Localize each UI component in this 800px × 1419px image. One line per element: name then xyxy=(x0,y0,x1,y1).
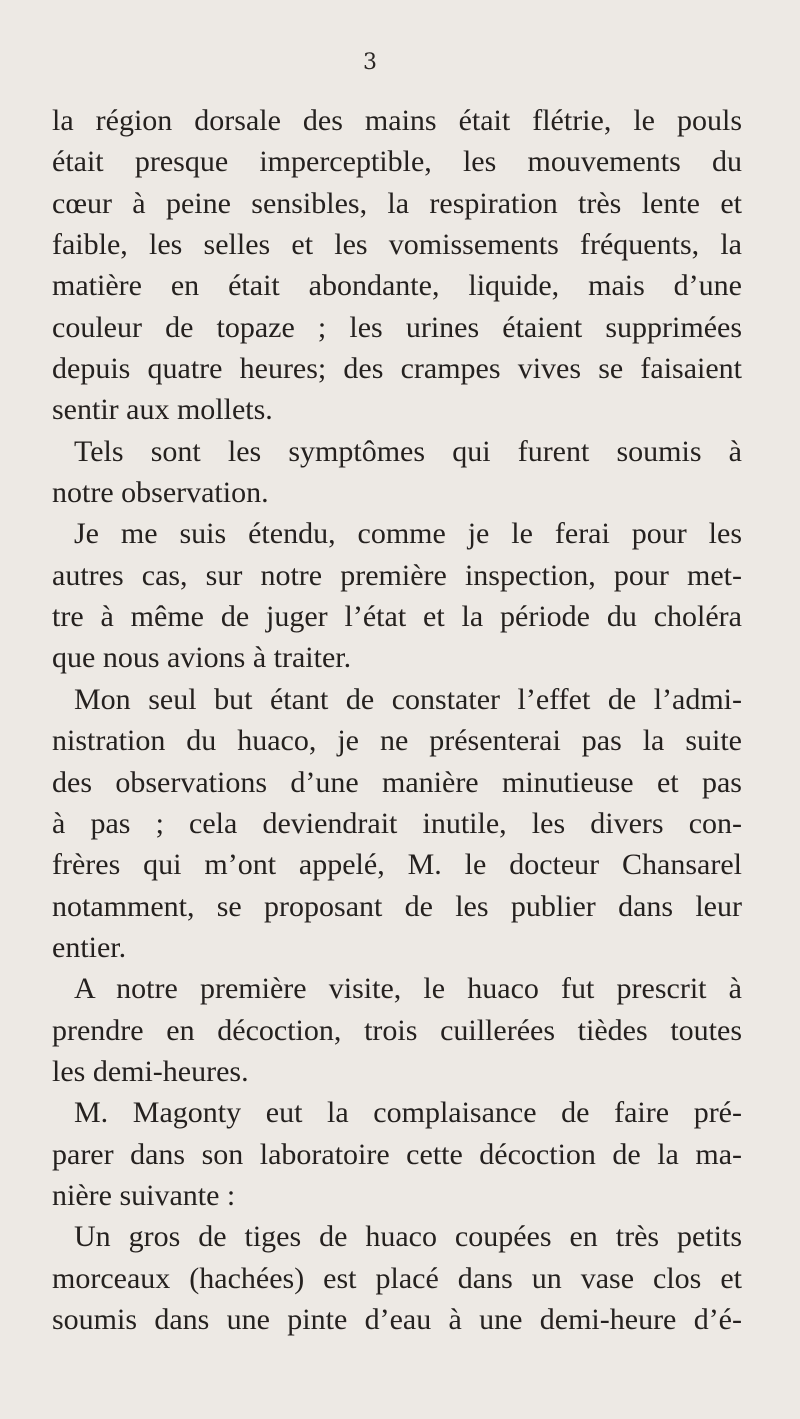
text-line: soumis dans une pinte d’eau à une demi-heure d’é- xyxy=(52,1302,742,1336)
text-line: était presque imperceptible, les mouvements du xyxy=(52,145,742,179)
text-line: couleur de topaze ; les urines étaient supprimées xyxy=(52,310,742,344)
text-line: cœur à peine sensibles, la respiration très lente et xyxy=(52,186,742,220)
text-line: morceaux (hachées) est placé dans un vase clos et xyxy=(52,1261,742,1295)
text-line: depuis quatre heures; des crampes vives se faisaient xyxy=(52,352,742,386)
text-line: à pas ; cela deviendrait inutile, les divers con- xyxy=(52,806,742,840)
text-line: Je me suis étendu, comme je le ferai pour les xyxy=(74,517,742,551)
text-line: parer dans son laboratoire cette décoction de la ma- xyxy=(52,1137,742,1171)
text-line: entier. xyxy=(52,930,127,964)
text-line: Un gros de tiges de huaco coupées en très petits xyxy=(74,1220,742,1254)
text-line: matière en était abondante, liquide, mais d’une xyxy=(52,269,742,303)
text-line: la région dorsale des mains était flétrie, le pouls xyxy=(52,104,742,137)
text-line: notre observation. xyxy=(52,476,269,510)
text-line: nière suivante : xyxy=(52,1178,236,1212)
text-line: notamment, se proposant de les publier dans leur xyxy=(52,889,742,923)
body-text xyxy=(52,100,742,1340)
text-line: tre à même de juger l’état et la période du choléra xyxy=(52,600,742,634)
text-line: que nous avions à traiter. xyxy=(52,641,352,675)
text-line: M. Magonty eut la complaisance de faire pré- xyxy=(74,1096,742,1130)
text-line: des observations d’une manière minutieuse et pas xyxy=(52,765,742,799)
text-line: les demi-heures. xyxy=(52,1054,249,1088)
text-line: Tels sont les symptômes qui furent soumis à xyxy=(74,434,742,468)
text-line: Mon seul but étant de constater l’effet de l’admi- xyxy=(74,682,742,716)
text-line: faible, les selles et les vomissements fréquents, la xyxy=(52,228,742,262)
text-line: autres cas, sur notre première inspection, pour met- xyxy=(52,558,742,592)
text-line: frères qui m’ont appelé, M. le docteur Chansarel xyxy=(52,848,742,882)
text-line: A notre première visite, le huaco fut prescrit à xyxy=(74,972,742,1006)
text-line: sentir aux mollets. xyxy=(52,393,273,427)
text-line: prendre en décoction, trois cuillerées tièdes toutes xyxy=(52,1013,742,1047)
text-line: nistration du huaco, je ne présenterai pas la suite xyxy=(52,724,742,758)
page-number: 3 xyxy=(363,50,377,75)
